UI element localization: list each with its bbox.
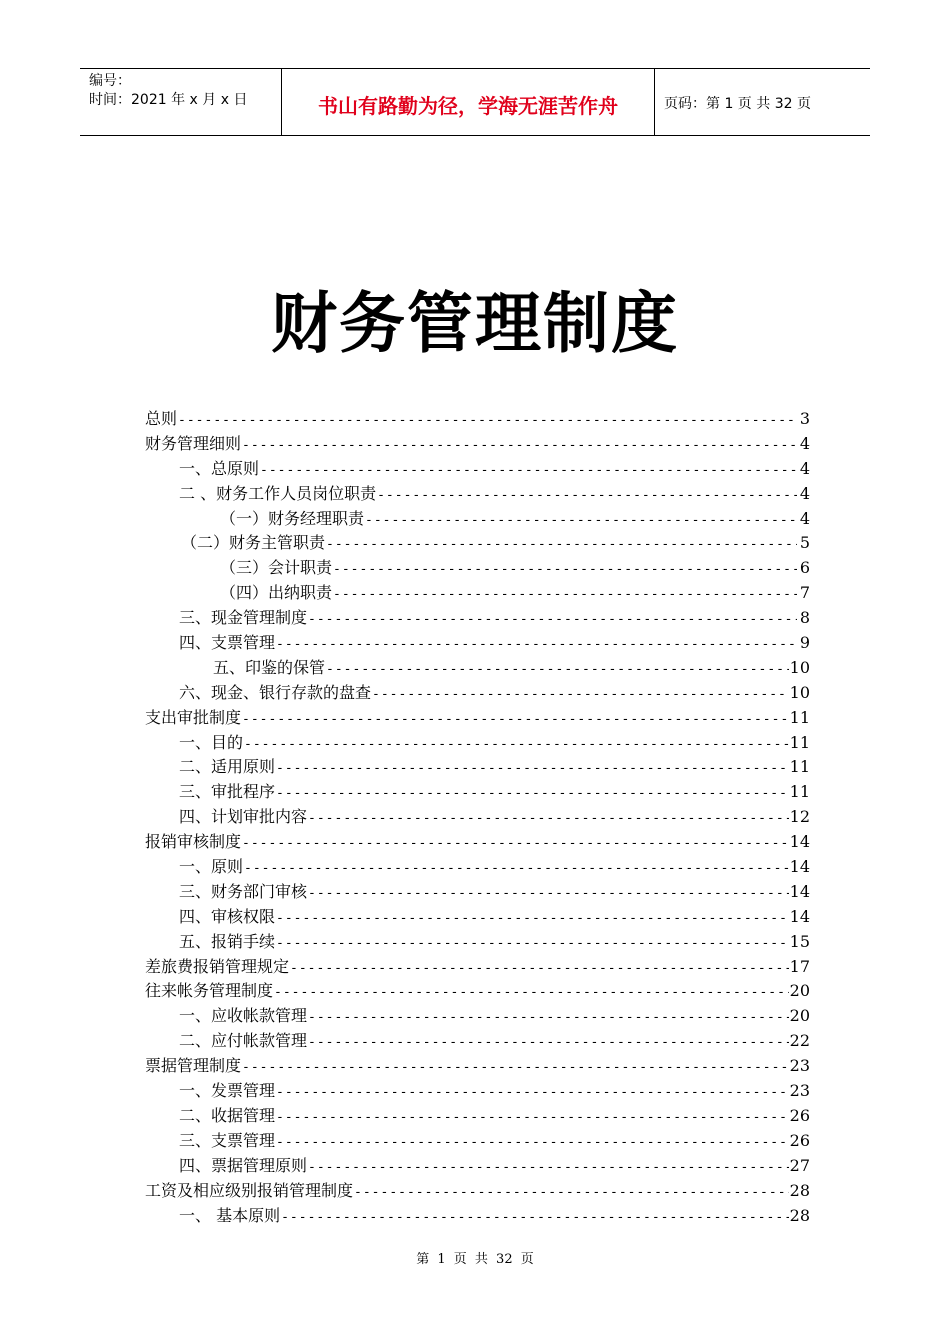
toc-entry[interactable] xyxy=(145,1053,810,1078)
toc-entry[interactable] xyxy=(145,879,810,904)
toc-entry-page-number: 17 xyxy=(789,956,810,976)
toc-leader-dashes xyxy=(308,1010,789,1025)
toc-leader-dashes xyxy=(308,886,789,901)
toc-leader-dashes xyxy=(244,861,789,876)
toc-entry-label: 四、计划审批内容 xyxy=(179,807,308,827)
toc-leader-dashes xyxy=(242,836,789,851)
toc-entry[interactable] xyxy=(145,431,810,456)
toc-leader-dashes xyxy=(242,1060,789,1075)
toc-entry-label: 一、应收帐款管理 xyxy=(179,1006,308,1026)
toc-entry[interactable] xyxy=(145,530,810,555)
toc-entry[interactable] xyxy=(145,1203,810,1228)
toc-entry[interactable] xyxy=(145,1078,810,1103)
toc-entry-page-number: 10 xyxy=(789,682,810,702)
toc-entry[interactable] xyxy=(145,754,810,779)
toc-entry-label: 差旅费报销管理规定 xyxy=(145,956,290,976)
toc-entry[interactable] xyxy=(145,481,810,506)
toc-leader-dashes xyxy=(308,1160,789,1175)
toc-entry-page-number: 20 xyxy=(789,1006,810,1026)
toc-entry[interactable] xyxy=(145,1153,810,1178)
toc-entry[interactable] xyxy=(145,904,810,929)
toc-entry-label: （二）财务主管职责 xyxy=(181,533,326,553)
toc-entry[interactable] xyxy=(145,929,810,954)
toc-entry-label: 一、总原则 xyxy=(179,458,260,478)
toc-entry-label: 一、 基本原则 xyxy=(179,1205,281,1225)
toc-leader-dashes xyxy=(276,911,789,926)
toc-entry[interactable] xyxy=(145,406,810,431)
toc-entry[interactable] xyxy=(145,1128,810,1153)
toc-entry-label: 一、发票管理 xyxy=(179,1081,276,1101)
toc-entry-page-number: 11 xyxy=(789,707,810,727)
toc-entry[interactable] xyxy=(145,506,810,531)
toc-entry-label: 三、财务部门审核 xyxy=(179,881,308,901)
toc-entry-page-number: 14 xyxy=(789,881,810,901)
toc-leader-dashes xyxy=(276,1135,789,1150)
page-header xyxy=(80,68,870,136)
document-date-label: 时间：2021 年 x 月 x 日 xyxy=(89,92,248,108)
toc-entry-page-number: 6 xyxy=(799,558,810,578)
toc-entry-page-number: 27 xyxy=(789,1155,810,1175)
page-footer: 第 1 页 共 32 页 xyxy=(416,1252,534,1267)
toc-entry-label: 四、审核权限 xyxy=(179,906,276,926)
toc-leader-dashes xyxy=(178,413,797,428)
toc-entry-page-number: 12 xyxy=(789,807,810,827)
toc-entry[interactable] xyxy=(145,730,810,755)
toc-entry[interactable] xyxy=(145,705,810,730)
toc-entry-page-number: 22 xyxy=(789,1031,810,1051)
toc-entry-page-number: 4 xyxy=(799,433,810,453)
toc-entry[interactable] xyxy=(145,978,810,1003)
toc-leader-dashes xyxy=(365,513,797,528)
toc-entry-label: 支出审批制度 xyxy=(145,707,242,727)
toc-leader-dashes xyxy=(276,786,789,801)
toc-entry-label: 票据管理制度 xyxy=(145,1056,242,1076)
toc-entry-page-number: 28 xyxy=(789,1205,810,1225)
toc-leader-dashes xyxy=(242,712,789,727)
toc-entry[interactable] xyxy=(145,680,810,705)
toc-entry[interactable] xyxy=(145,605,810,630)
toc-entry[interactable] xyxy=(145,580,810,605)
toc-entry-page-number: 20 xyxy=(789,981,810,1001)
toc-leader-dashes xyxy=(260,463,797,478)
toc-leader-dashes xyxy=(276,1085,789,1100)
toc-entry-page-number: 7 xyxy=(799,583,810,603)
toc-entry-page-number: 15 xyxy=(789,931,810,951)
toc-entry-label: 五、印鉴的保管 xyxy=(213,657,326,677)
toc-entry-label: 三、支票管理 xyxy=(179,1130,276,1150)
toc-entry-label: 二 、财务工作人员岗位职责 xyxy=(179,483,377,503)
toc-leader-dashes xyxy=(308,811,789,826)
toc-entry-page-number: 26 xyxy=(789,1130,810,1150)
toc-entry-page-number: 11 xyxy=(789,782,810,802)
toc-entry-page-number: 23 xyxy=(789,1056,810,1076)
toc-leader-dashes xyxy=(326,662,789,677)
toc-leader-dashes xyxy=(326,537,797,552)
toc-leader-dashes xyxy=(274,985,789,1000)
toc-entry-label: 一、目的 xyxy=(179,732,244,752)
toc-leader-dashes xyxy=(333,587,797,602)
toc-entry-label: 三、现金管理制度 xyxy=(179,608,308,628)
toc-leader-dashes xyxy=(281,1210,789,1225)
header-page-info: 页码：第 1 页 共 32 页 xyxy=(664,96,811,112)
toc-entry-label: 四、票据管理原则 xyxy=(179,1155,308,1175)
toc-entry-label: 报销审核制度 xyxy=(145,832,242,852)
toc-leader-dashes xyxy=(308,1035,789,1050)
toc-entry-label: （一）财务经理职责 xyxy=(220,508,365,528)
toc-entry-label: 一、原则 xyxy=(179,857,244,877)
toc-entry[interactable] xyxy=(145,854,810,879)
toc-entry-label: 三、审批程序 xyxy=(179,782,276,802)
toc-entry-label: 往来帐务管理制度 xyxy=(145,981,274,1001)
toc-leader-dashes xyxy=(333,562,797,577)
toc-entry-page-number: 9 xyxy=(799,633,810,653)
document-number-label: 编号： xyxy=(89,73,131,89)
toc-entry-page-number: 14 xyxy=(789,857,810,877)
toc-entry-page-number: 14 xyxy=(789,832,810,852)
toc-leader-dashes xyxy=(308,612,797,627)
toc-entry[interactable] xyxy=(145,1103,810,1128)
toc-entry[interactable] xyxy=(145,1028,810,1053)
document-title: 财务管理制度 xyxy=(271,285,679,362)
toc-entry-label: （三）会计职责 xyxy=(220,558,333,578)
toc-entry-page-number: 10 xyxy=(789,657,810,677)
toc-leader-dashes xyxy=(276,936,789,951)
toc-entry-label: 财务管理细则 xyxy=(145,433,242,453)
toc-entry-page-number: 26 xyxy=(789,1105,810,1125)
toc-entry-label: 二、应付帐款管理 xyxy=(179,1031,308,1051)
toc-leader-dashes xyxy=(377,488,797,503)
toc-entry-label: 六、现金、银行存款的盘查 xyxy=(179,682,372,702)
toc-leader-dashes xyxy=(276,1110,789,1125)
toc-entry[interactable] xyxy=(145,779,810,804)
toc-entry-label: 五、报销手续 xyxy=(179,931,276,951)
toc-entry-label: （四）出纳职责 xyxy=(220,583,333,603)
toc-leader-dashes xyxy=(372,687,789,702)
toc-leader-dashes xyxy=(290,961,789,976)
toc-leader-dashes xyxy=(354,1185,789,1200)
toc-entry-page-number: 3 xyxy=(799,409,810,428)
toc-entry-page-number: 11 xyxy=(789,732,810,752)
toc-entry[interactable] xyxy=(145,954,810,979)
toc-entry-page-number: 4 xyxy=(799,458,810,478)
toc-entry-page-number: 5 xyxy=(799,533,810,553)
toc-entry-label: 工资及相应级别报销管理制度 xyxy=(145,1180,354,1200)
toc-entry[interactable] xyxy=(145,829,810,854)
toc-entry-page-number: 28 xyxy=(789,1180,810,1200)
toc-leader-dashes xyxy=(244,737,789,752)
toc-entry-label: 四、支票管理 xyxy=(179,633,276,653)
toc-entry[interactable] xyxy=(145,655,810,680)
toc-entry[interactable] xyxy=(145,456,810,481)
toc-leader-dashes xyxy=(276,637,797,652)
toc-entry-page-number: 14 xyxy=(789,906,810,926)
toc-entry[interactable] xyxy=(145,1178,810,1203)
header-motto: 书山有路勤为径，学海无涯苦作舟 xyxy=(282,69,655,135)
toc-entry[interactable] xyxy=(145,630,810,655)
toc-entry-page-number: 4 xyxy=(799,483,810,503)
toc-entry-label: 二、适用原则 xyxy=(179,757,276,777)
toc-entry[interactable] xyxy=(145,804,810,829)
toc-entry-page-number: 4 xyxy=(799,508,810,528)
toc-entry[interactable] xyxy=(145,1003,810,1028)
toc-leader-dashes xyxy=(242,438,797,453)
toc-leader-dashes xyxy=(276,761,789,776)
toc-entry-label: 总则 xyxy=(145,409,178,428)
header-meta xyxy=(80,69,282,135)
toc-entry-page-number: 8 xyxy=(799,608,810,628)
toc-entry-label: 二、收据管理 xyxy=(179,1105,276,1125)
table-of-contents xyxy=(145,406,810,1227)
toc-entry-page-number: 23 xyxy=(789,1081,810,1101)
toc-entry-page-number: 11 xyxy=(789,757,810,777)
toc-entry[interactable] xyxy=(145,555,810,580)
